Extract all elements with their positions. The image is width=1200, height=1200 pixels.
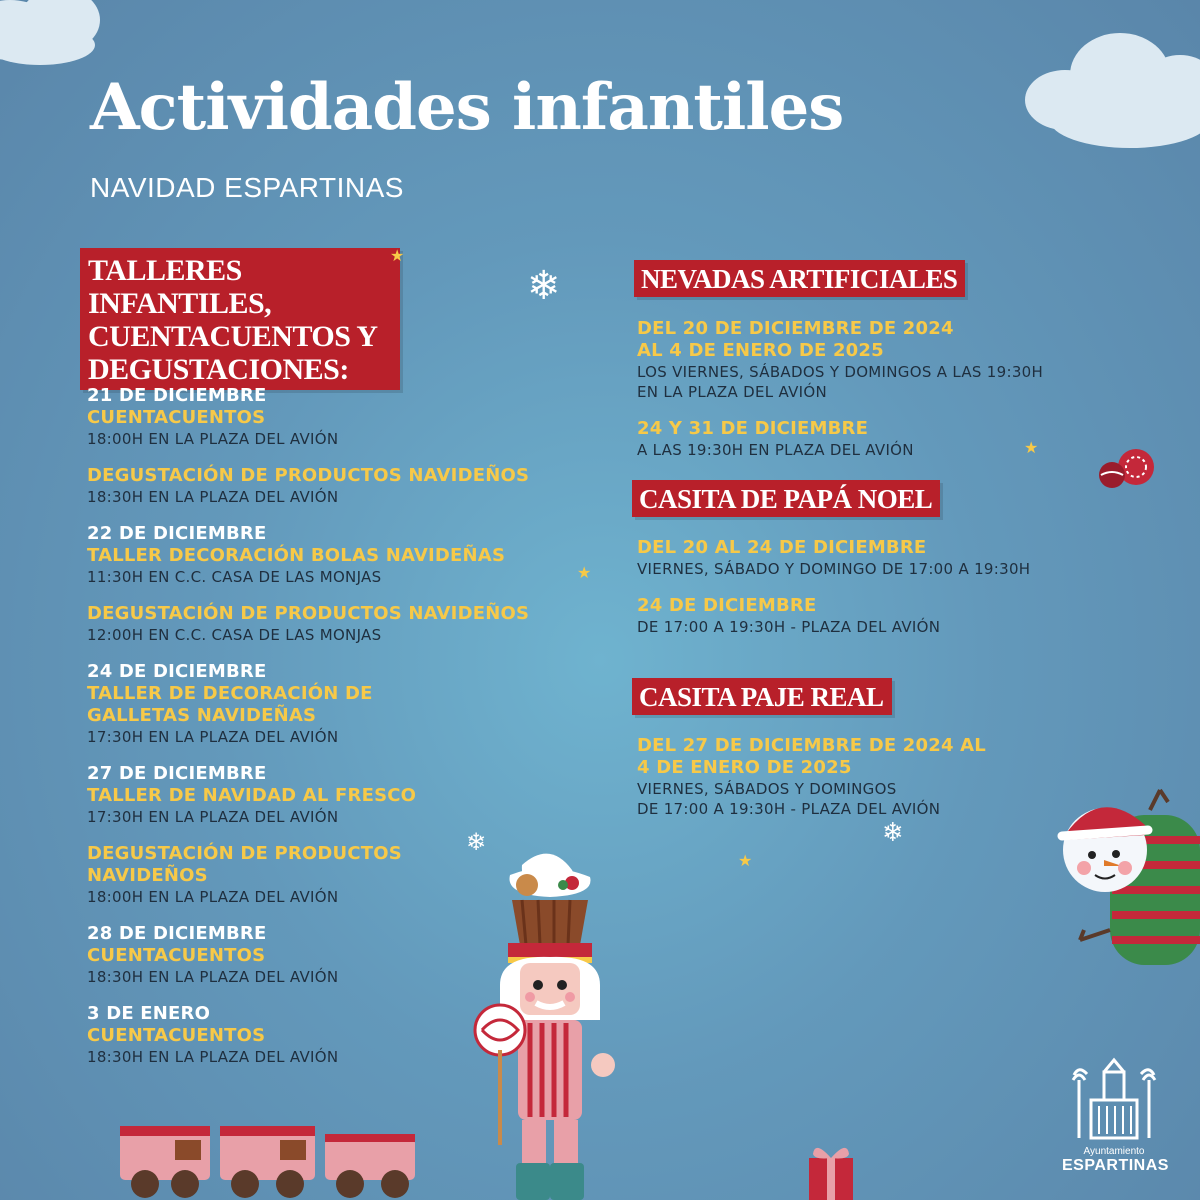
event-date: 28 DE DICIEMBRE [87,923,267,944]
event-activity: CUENTACUENTOS [87,945,266,966]
casita-papa-noel-banner: CASITA DE PAPÁ NOEL [632,480,940,517]
snowflake-icon: ❄ [466,828,487,856]
star-icon: ★ [390,246,405,265]
event-info: 11:30H EN C.C. CASA DE LAS MONJAS [87,568,382,586]
event-activity-line2: NAVIDEÑOS [87,865,208,886]
event-item [87,661,587,747]
talleres-banner [80,248,400,390]
event-item [637,735,1107,819]
page-title: Actividades infantiles [90,70,844,145]
event-activity: DEGUSTACIÓN DE PRODUCTOS [87,843,402,864]
ayuntamiento-logo [1062,1050,1169,1175]
paje-real-events [637,735,1107,835]
event-info: 18:30H EN LA PLAZA DEL AVIÓN [87,1048,339,1066]
event-info: 18:30H EN LA PLAZA DEL AVIÓN [87,488,339,506]
nevadas-banner: NEVADAS ARTIFICIALES [634,260,965,297]
event-date: DEL 20 DE DICIEMBRE DE 2024 [637,318,954,339]
logo-line-2: ESPARTINAS [1062,1157,1169,1174]
town-hall-icon [1069,1050,1159,1140]
event-info: 12:00H EN C.C. CASA DE LAS MONJAS [87,626,382,644]
event-date: 21 DE DICIEMBRE [87,385,267,406]
event-info: 17:30H EN LA PLAZA DEL AVIÓN [87,728,339,746]
cloud-top-left-decoration [0,0,120,70]
snowflake-icon: ❄ [882,818,904,848]
event-item [637,537,1107,579]
event-activity: TALLER DE DECORACIÓN DE [87,683,373,704]
event-info: 18:30H EN LA PLAZA DEL AVIÓN [87,968,339,986]
page-subtitle: NAVIDAD ESPARTINAS [90,172,404,203]
snowman-illustration [1050,780,1200,970]
banner-line: DEGUSTACIONES: [88,353,349,386]
event-item [637,595,1107,637]
ornament-balls-decoration [1096,445,1161,495]
event-date: 27 DE DICIEMBRE [87,763,267,784]
banner-line: CUENTACUENTOS Y [88,320,378,353]
event-item [87,763,587,827]
event-info: A LAS 19:30H EN PLAZA DEL AVIÓN [637,441,914,459]
event-info: 17:30H EN LA PLAZA DEL AVIÓN [87,808,339,826]
cloud-top-right-decoration [1020,30,1200,150]
event-item [637,318,1107,402]
event-info: VIERNES, SÁBADO Y DOMINGO DE 17:00 A 19:30H [637,560,1031,578]
nutcracker-illustration [460,845,635,1200]
snowflake-icon: ❄ [527,263,561,309]
event-item [87,465,587,507]
event-activity: TALLER DECORACIÓN BOLAS NAVIDEÑAS [87,545,506,566]
event-activity: TALLER DE NAVIDAD AL FRESCO [87,785,417,806]
gift-box-illustration [805,1140,857,1200]
event-info: VIERNES, SÁBADOS Y DOMINGOS [637,780,897,798]
casita-paje-real-banner: CASITA PAJE REAL [632,678,892,715]
train-illustration [115,1118,445,1200]
event-info: 18:00H EN LA PLAZA DEL AVIÓN [87,430,339,448]
event-activity: CUENTACUENTOS [87,407,266,428]
event-date: DEL 27 DE DICIEMBRE DE 2024 AL [637,735,986,756]
event-date: 24 DE DICIEMBRE [637,595,817,616]
star-icon: ★ [1024,438,1039,457]
event-item [87,603,587,645]
star-icon: ★ [577,563,592,582]
event-date: 22 DE DICIEMBRE [87,523,267,544]
event-item [87,523,587,587]
event-info-line2: EN LA PLAZA DEL AVIÓN [637,383,827,401]
event-date: DEL 20 AL 24 DE DICIEMBRE [637,537,927,558]
event-item [87,385,587,449]
event-date-line2: AL 4 DE ENERO DE 2025 [637,340,884,361]
logo-line-1: Ayuntamiento [1083,1146,1145,1157]
banner-line: TALLERES INFANTILES, [88,254,272,320]
event-date: 3 DE ENERO [87,1003,211,1024]
papa-noel-events [637,537,1107,653]
event-info: DE 17:00 A 19:30H - PLAZA DEL AVIÓN [637,618,941,636]
star-icon: ★ [738,851,753,870]
event-date-line2: 4 DE ENERO DE 2025 [637,757,852,778]
event-info: 18:00H EN LA PLAZA DEL AVIÓN [87,888,339,906]
event-activity: CUENTACUENTOS [87,1025,266,1046]
event-date: 24 DE DICIEMBRE [87,661,267,682]
event-activity: DEGUSTACIÓN DE PRODUCTOS NAVIDEÑOS [87,603,530,624]
event-info-line2: DE 17:00 A 19:30H - PLAZA DEL AVIÓN [637,800,941,818]
event-activity-line2: GALLETAS NAVIDEÑAS [87,705,317,726]
event-date: 24 Y 31 DE DICIEMBRE [637,418,869,439]
event-activity: DEGUSTACIÓN DE PRODUCTOS NAVIDEÑOS [87,465,530,486]
event-info: LOS VIERNES, SÁBADOS Y DOMINGOS A LAS 19:30H [637,363,1044,381]
